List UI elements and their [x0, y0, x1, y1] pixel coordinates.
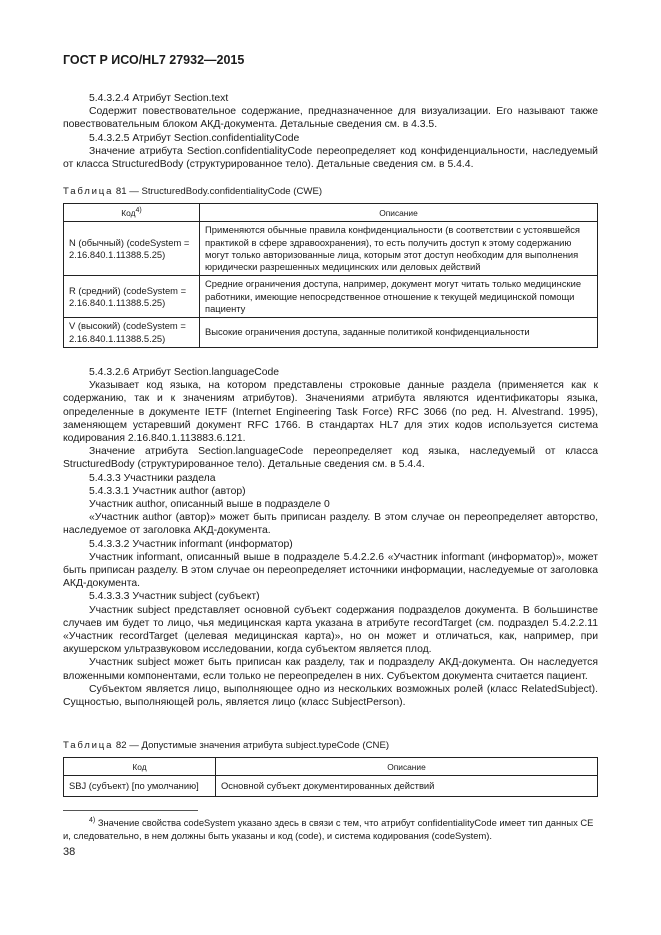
footnote-text: Значение свойства codeSystem указано здесь в связи с тем, что атрибут confidentialityCode имеет тип данных CE и, следовательно, в нем должны быть указаны и код (code), и система кодирования (codeSystem).	[63, 817, 594, 841]
table-row	[64, 776, 598, 797]
table-header-row	[64, 204, 598, 222]
cell-description: Применяются обычные правила конфиденциальности (в соответствии с устоявшейся практикой в сфере здравоохранения), то есть получить доступ к этому содержанию могут только авторизованные лица, которым этот доступ необходим для выполнения юридически разрешенных медицинских или деловых действий	[200, 222, 598, 276]
document-header: ГОСТ Р ИСО/HL7 27932—2015	[63, 53, 245, 67]
paragraph: Участник author, описанный выше в подразделе 0	[89, 499, 330, 511]
cell-code: R (средний) (codeSystem = 2.16.840.1.11388.5.25)	[64, 276, 200, 318]
table-header-row	[64, 758, 598, 776]
paragraph: Субъектом является лицо, выполняющее одно из нескольких возможных ролей (класс RelatedSubject). Сущностью, выполняющей роль, является лицо (класс SubjectPerson).	[63, 683, 598, 709]
footnote	[63, 817, 598, 842]
cell-code: N (обычный) (codeSystem = 2.16.840.1.11388.5.25)	[64, 222, 200, 276]
footnote-mark: 4)	[89, 816, 96, 824]
footnote-divider	[63, 810, 198, 811]
heading-section-text: 5.4.3.2.4 Атрибут Section.text	[89, 93, 229, 104]
table-81	[63, 203, 598, 348]
table-row	[64, 318, 598, 348]
heading-informant: 5.4.3.3.2 Участник informant (информатор)	[89, 538, 293, 550]
cell-description: Основной субъект документированных действий	[216, 776, 598, 797]
section-block-2	[63, 366, 598, 709]
paragraph: «Участник author (автор)» может быть приписан разделу. В этом случае он переопределяет авторство, наследуемое от заголовка АКД-документа.	[63, 512, 598, 537]
cell-description: Высокие ограничения доступа, заданные политикой конфиденциальности	[200, 318, 598, 348]
cell-description: Средние ограничения доступа, например, документ могут читать только медицинские работники, имеющие непосредственное отношение к текущей медицинской помощи пациенту	[200, 276, 598, 318]
table-82	[63, 757, 598, 797]
table-row	[64, 222, 598, 276]
table-81-caption: Таблица 81 — StructuredBody.confidentialityCode (CWE)	[63, 186, 323, 197]
header-description: Описание	[216, 758, 598, 776]
paragraph: Указывает код языка, на котором представлены строковые данные раздела (применяется как к содержанию, так и к значениям атрибутов). Значениями атрибута являются идентификаторы языка, определенные в документе IETF (Internet Engineering Task Force) RFC 3066 (по ред. H. Alvestrand. 1995), заменяющем устаревший документ RFC 1766. В стандартах HL7 для этих кодов используется система кодирования 2.16.840.1.113883.6.121.	[63, 380, 598, 445]
paragraph: Содержит повествовательное содержание, предназначенное для визуализации. Его называют также повествовательным блоком АКД-документа. Детальные сведения см. в 4.3.5.	[63, 106, 598, 131]
table-82-caption: Таблица 82 — Допустимые значения атрибута subject.typeCode (CNE)	[63, 740, 390, 751]
section-block-1	[63, 92, 598, 171]
paragraph: Участник informant, описанный выше в подразделе 5.4.2.2.6 «Участник informant (информатор)», может быть приписан разделу. В этом случае он переопределяет источники информации, наследуемые от заголовка АКД-документа.	[63, 551, 598, 590]
heading-language-code: 5.4.3.2.6 Атрибут Section.languageCode	[89, 367, 280, 378]
paragraph: Значение атрибута Section.languageCode переопределяет код языка, наследуемый от класса StructuredBody (структурированное тело). Детальные сведения см. в 5.4.4.	[63, 446, 598, 471]
page-number: 38	[63, 846, 76, 858]
header-code: Код$^{4)}$	[64, 204, 200, 222]
header-description: Описание	[200, 204, 598, 222]
heading-confidentiality-code: 5.4.3.2.5 Атрибут Section.confidentialityCode	[89, 132, 300, 144]
table-82-block	[63, 739, 598, 797]
header-code: Код	[64, 758, 216, 776]
heading-author: 5.4.3.3.1 Участник author (автор)	[89, 485, 246, 497]
cell-code: SBJ (субъект) [по умолчанию]	[64, 776, 216, 797]
heading-participants: 5.4.3.3 Участники раздела	[89, 472, 216, 484]
cell-code: V (высокий) (codeSystem = 2.16.840.1.11388.5.25)	[64, 318, 200, 348]
paragraph: Значение атрибута Section.confidentialityCode переопределяет код конфиденциальности, наследуемый от класса StructuredBody (структурированное тело). Детальные сведения см. в 5.4.4.	[63, 145, 598, 171]
paragraph: Участник subject может быть приписан как разделу, так и подразделу АКД-документа. Он наследуется вложенными компонентами, если только не переопределен в них. Субъектом документа считается пациент.	[63, 657, 598, 682]
table-row	[64, 276, 598, 318]
heading-subject: 5.4.3.3.3 Участник subject (субъект)	[89, 591, 260, 603]
paragraph: Участник subject представляет основной субъект содержания подразделов документа. В большинстве случаев им будет то лицо, чья медицинская карта указана в атрибуте recordTarget (см. подраздел 5.4.2.2.11 «Участник recordTarget (целевая медицинская карта)», но он может и отличаться, как, например, при акушерском ультразвуковом исследовании, когда субъектом является плод.	[63, 604, 598, 656]
table-81-block	[63, 185, 598, 348]
